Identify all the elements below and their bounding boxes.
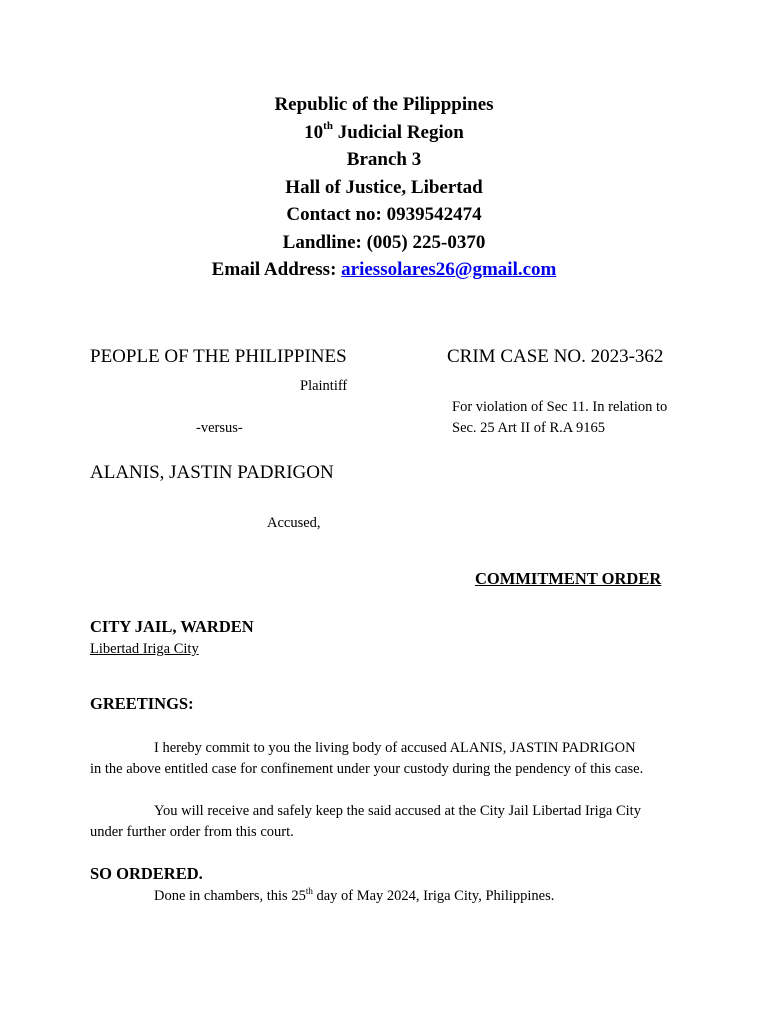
court-header-region bbox=[0, 119, 768, 144]
court-header-contact: Contact no: 0939542474 bbox=[286, 204, 482, 225]
email-label: Email Address: bbox=[211, 259, 342, 280]
greetings-heading: GREETINGS: bbox=[90, 694, 194, 713]
done-day-suffix: th bbox=[305, 886, 313, 897]
region-suffix: th bbox=[323, 119, 333, 132]
email-link[interactable]: ariessolares26@gmail.com bbox=[341, 259, 557, 280]
versus-label: -versus- bbox=[196, 420, 243, 436]
addressee-title: CITY JAIL, WARDEN bbox=[90, 617, 254, 636]
accused-label: Accused, bbox=[267, 515, 321, 531]
paragraph-receive bbox=[90, 801, 680, 843]
violation-line-1: For violation of Sec 11. In relation to bbox=[452, 399, 668, 415]
accused-name: ALANIS, JASTIN PADRIGON bbox=[90, 462, 334, 483]
done-rest: day of May 2024, Iriga City, Philippines. bbox=[312, 888, 555, 904]
paragraph-commit bbox=[90, 738, 680, 780]
plaintiff-label: Plaintiff bbox=[300, 378, 348, 394]
plaintiff-name: PEOPLE OF THE PHILIPPINES bbox=[90, 346, 347, 367]
court-header-hall: Hall of Justice, Libertad bbox=[285, 177, 483, 198]
paragraph-receive-line-2: under further order from this court. bbox=[90, 824, 294, 840]
case-number: CRIM CASE NO. 2023-362 bbox=[447, 346, 664, 367]
order-title: COMMITMENT ORDER bbox=[475, 569, 662, 588]
court-header-email bbox=[0, 259, 768, 281]
court-header-branch: Branch 3 bbox=[346, 149, 422, 170]
paragraph-commit-line-1: I hereby commit to you the living body of accused ALANIS, JASTIN PADRIGON bbox=[154, 740, 636, 756]
region-text: Judicial Region bbox=[332, 122, 464, 143]
paragraph-commit-line-2: in the above entitled case for confinement under your custody during the pendency of this case. bbox=[90, 761, 644, 777]
done-prefix: Done in chambers, this 25 bbox=[154, 888, 306, 904]
violation-line-2: Sec. 25 Art II of R.A 9165 bbox=[452, 420, 606, 436]
court-header-republic: Republic of the Pilipppines bbox=[274, 94, 494, 115]
done-in-chambers-line bbox=[154, 886, 554, 907]
region-number: 10 bbox=[304, 122, 324, 143]
addressee-location: Libertad Iriga City bbox=[90, 641, 199, 657]
paragraph-receive-line-1: You will receive and safely keep the said accused at the City Jail Libertad Iriga City bbox=[154, 803, 641, 819]
so-ordered-heading: SO ORDERED. bbox=[90, 864, 203, 883]
court-header-landline: Landline: (005) 225-0370 bbox=[282, 232, 486, 253]
